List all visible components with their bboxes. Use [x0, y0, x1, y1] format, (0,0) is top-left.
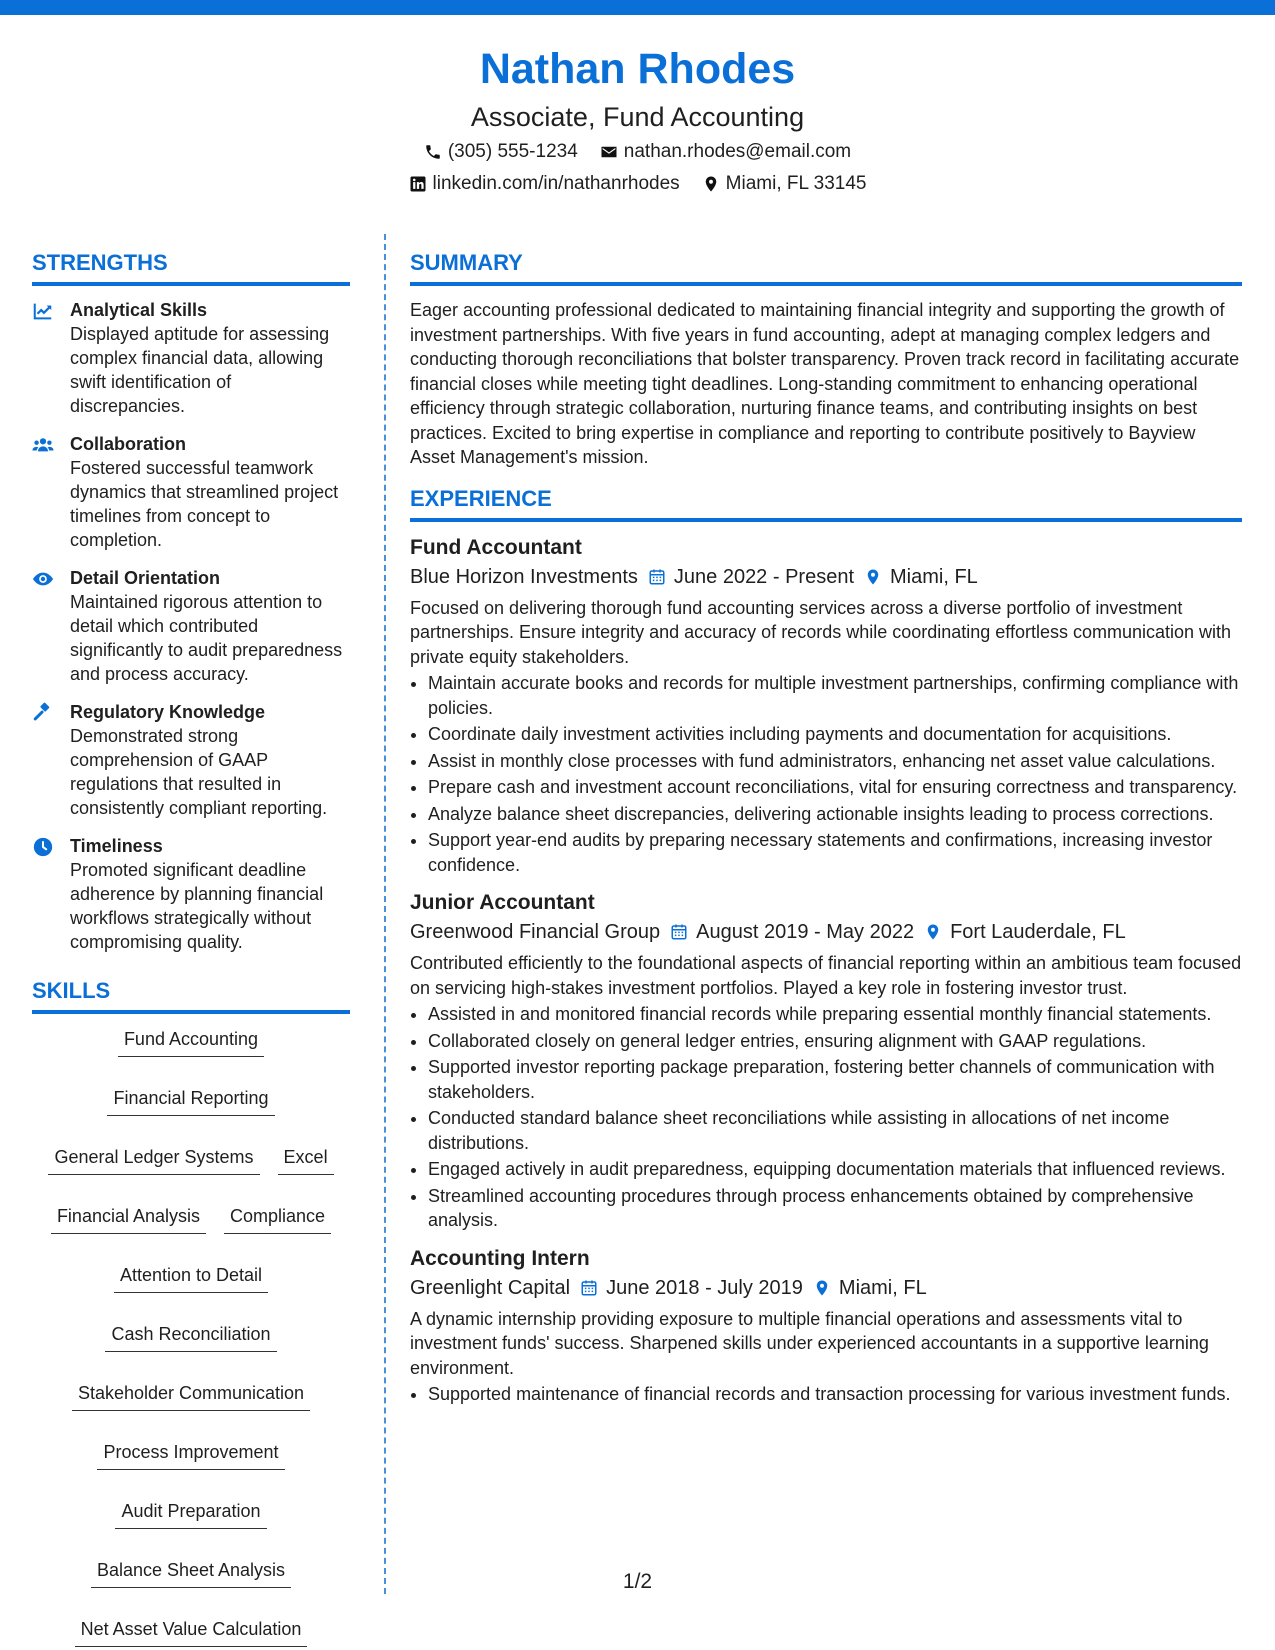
left-column	[32, 248, 350, 1647]
skill-tag: Financial Analysis	[51, 1203, 206, 1234]
contact-phone	[424, 138, 578, 166]
job-meta	[410, 917, 1242, 947]
skill-tag: Fund Accounting	[118, 1026, 264, 1057]
job-bullets	[410, 671, 1242, 877]
strength-desc: Demonstrated strong comprehension of GAAP regulations that resulted in consistently compliant reporting.	[70, 726, 328, 818]
job-entry	[410, 534, 1242, 878]
resume-header	[0, 40, 1275, 198]
skill-tag: Excel	[278, 1144, 334, 1175]
list-item: • Supported investor reporting package preparation, fostering better channels of communication with stakeholders.	[428, 1055, 1242, 1104]
strength-desc: Promoted significant deadline adherence by planning financial workflows strategically without compromising quality.	[70, 860, 324, 952]
linkedin-text: linkedin.com/in/nathanrhodes	[432, 173, 680, 194]
strength-item	[32, 566, 350, 686]
page-number: 1/2	[622, 1570, 653, 1593]
contact-row-1	[0, 138, 1275, 166]
job-title: Accounting Intern	[410, 1246, 590, 1270]
job-description: Contributed efficiently to the foundational aspects of financial reporting within an ambitious team focused on servicing high-stakes investment portfolios. Played a key role in fostering investor trust.	[410, 953, 1242, 998]
strength-desc: Displayed aptitude for assessing complex financial data, allowing swift identification of discrepancies.	[70, 324, 330, 416]
list-item: • Streamlined accounting procedures through process enhancements obtained by comprehensive analysis.	[428, 1184, 1242, 1233]
candidate-title: Associate, Fund Accounting	[470, 102, 805, 132]
skill-tag: Attention to Detail	[114, 1262, 268, 1293]
list-item: • Support year-end audits by preparing necessary statements and confirmations, increasing investor confidence.	[428, 828, 1242, 877]
calendar-icon	[580, 1278, 598, 1298]
skill-tag: Process Improvement	[97, 1439, 284, 1470]
calendar-icon	[648, 567, 666, 587]
location-text: Miami, FL 33145	[725, 173, 867, 194]
contact-linkedin[interactable]	[409, 170, 680, 198]
job-description: Focused on delivering thorough fund accounting services across a diverse portfolio of investment partnerships. Ensure integrity and accuracy of records while coordinating effortless communication with private equity stakeholders.	[410, 597, 1232, 667]
eye-icon	[32, 568, 54, 590]
top-accent-bar	[0, 0, 1275, 15]
skill-tag: Compliance	[224, 1203, 331, 1234]
list-item: • Analyze balance sheet discrepancies, delivering actionable insights leading to process corrections.	[428, 802, 1242, 827]
list-item: • Assist in monthly close processes with fund administrators, enhancing net asset value calculations.	[428, 749, 1242, 774]
strength-title: Collaboration	[70, 434, 186, 454]
skill-tag: Balance Sheet Analysis	[91, 1557, 291, 1588]
list-item: • Assisted in and monitored financial records while preparing essential monthly financial statements.	[428, 1002, 1242, 1027]
job-description: A dynamic internship providing exposure to multiple financial operations and assessments vital to investment funds' success. Sharpened skills under experienced accountants in a supportive learning environment.	[410, 1308, 1209, 1378]
job-dates: June 2018 - July 2019	[606, 1276, 803, 1299]
job-bullets	[410, 1002, 1242, 1233]
column-divider	[384, 234, 386, 1594]
map-pin-icon	[702, 175, 720, 193]
candidate-name: Nathan Rhodes	[479, 45, 796, 93]
job-meta	[410, 562, 1242, 592]
job-bullets	[410, 1382, 1242, 1407]
phone-icon	[424, 143, 442, 161]
strength-item	[32, 700, 350, 820]
strength-title: Timeliness	[70, 836, 163, 856]
strengths-heading: STRENGTHS	[32, 248, 350, 286]
job-dates: June 2022 - Present	[673, 565, 855, 588]
summary-text: Eager accounting professional dedicated to maintaining financial integrity and supporting the growth of investment partnerships. With five years in fund accounting, adept at managing complex ledgers and conducting thorough reconciliations that bolster transparency. Proven track record in facilitating accurate financial closes while meeting tight deadlines. Long-standing commitment to enhancing operational efficiency through strategic collaboration, nurturing finance teams, and contributing insights on best practices. Excited to bring expertise in compliance and reporting to contribute positively to Bayview Asset Management's mission.	[410, 300, 1240, 467]
right-column	[410, 248, 1242, 1419]
map-pin-icon	[813, 1278, 831, 1298]
clock-icon	[32, 836, 54, 858]
map-pin-icon	[924, 922, 942, 942]
list-item: • Conducted standard balance sheet reconciliations while assisting in allocations of net income distributions.	[428, 1106, 1242, 1155]
skill-tag: Audit Preparation	[115, 1498, 266, 1529]
list-item: • Collaborated closely on general ledger entries, ensuring alignment with GAAP regulations.	[428, 1029, 1242, 1054]
skill-tag: General Ledger Systems	[48, 1144, 259, 1175]
job-location: Miami, FL	[890, 565, 978, 588]
job-dates: August 2019 - May 2022	[696, 921, 915, 943]
experience-heading: EXPERIENCE	[410, 484, 1242, 522]
phone-text: (305) 555-1234	[447, 141, 578, 162]
list-item: • Supported maintenance of financial records and transaction processing for various investment funds.	[428, 1382, 1242, 1407]
map-pin-icon	[864, 567, 882, 587]
strength-title: Analytical Skills	[70, 300, 208, 320]
strength-item	[32, 298, 350, 418]
list-item: • Prepare cash and investment account reconciliations, vital for ensuring correctness and transparency.	[428, 775, 1242, 800]
envelope-icon	[600, 143, 618, 161]
skill-tag: Cash Reconciliation	[105, 1321, 276, 1352]
skill-tag: Stakeholder Communication	[72, 1380, 310, 1411]
job-company: Greenwood Financial Group	[410, 921, 661, 943]
job-location: Fort Lauderdale, FL	[950, 921, 1126, 943]
linkedin-icon	[409, 175, 427, 193]
skills-heading: SKILLS	[32, 976, 350, 1014]
job-title: Fund Accountant	[410, 535, 582, 559]
chart-line-icon	[32, 300, 54, 322]
users-icon	[32, 434, 54, 456]
strength-item	[32, 432, 350, 552]
email-text: nathan.rhodes@email.com	[623, 141, 852, 162]
job-entry	[410, 1245, 1242, 1407]
contact-row-2	[0, 170, 1275, 198]
list-item: • Engaged actively in audit preparedness, equipping documentation materials that influenced reviews.	[428, 1157, 1242, 1182]
contact-email[interactable]	[600, 138, 851, 166]
job-entry	[410, 889, 1242, 1233]
strength-desc: Maintained rigorous attention to detail which contributed significantly to audit preparedness and process accuracy.	[70, 592, 343, 684]
list-item: • Coordinate daily investment activities including payments and documentation for acquisitions.	[428, 722, 1242, 747]
strength-desc: Fostered successful teamwork dynamics that streamlined project timelines from concept to completion.	[70, 458, 339, 550]
summary-heading: SUMMARY	[410, 248, 1242, 286]
job-company: Greenlight Capital	[410, 1276, 571, 1299]
skill-tag: Net Asset Value Calculation	[75, 1616, 308, 1647]
strength-item	[32, 834, 350, 954]
calendar-icon	[670, 922, 688, 942]
skills-list	[32, 1026, 350, 1647]
job-title: Junior Accountant	[410, 891, 595, 914]
strength-title: Regulatory Knowledge	[70, 702, 266, 722]
skill-tag: Financial Reporting	[107, 1085, 274, 1116]
gavel-icon	[32, 702, 54, 724]
list-item: • Maintain accurate books and records for multiple investment partnerships, confirming compliance with policies.	[428, 671, 1242, 720]
contact-location	[702, 170, 867, 198]
job-meta	[410, 1273, 1242, 1303]
strength-title: Detail Orientation	[70, 568, 221, 588]
job-company: Blue Horizon Investments	[410, 565, 638, 588]
job-location: Miami, FL	[838, 1276, 927, 1299]
